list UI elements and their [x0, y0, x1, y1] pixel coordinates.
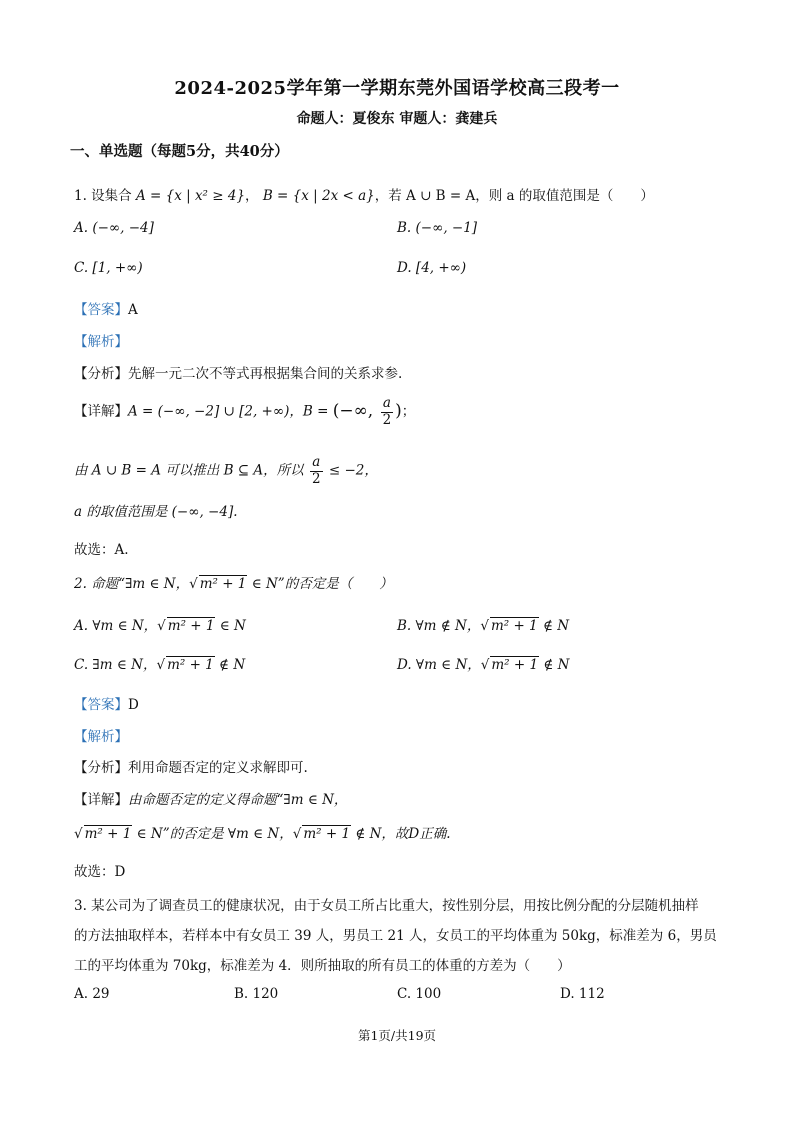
question-3-line-2: 的方法抽取样本，若样本中有女员工 39 人，男员工 21 人，女员工的平均体重为 50kg，标准差为 6，男员	[74, 928, 717, 944]
sqrt-icon: √	[480, 618, 489, 634]
xiangjie-tag: 【详解】	[74, 792, 128, 808]
page-number: 第1页/共19页	[357, 1028, 437, 1043]
sqrt-icon: √	[156, 657, 166, 673]
q1-jiexi-tag: 【解析】	[74, 334, 128, 350]
q1-prefix: 1. 设集合	[74, 188, 132, 204]
q3-option-b: B. 120	[234, 986, 279, 1002]
q2-option-c: C. ∃m ∈ N，√ m² + 1 ∉ N	[74, 657, 246, 673]
q2-option-a: A. ∀m ∈ N，√ m² + 1 ∈ N	[74, 618, 246, 634]
q2-xiangjie-text: 由命题否定的定义得命题“∃m ∈ N，	[128, 792, 348, 808]
q1-option-b: B. (−∞, −1]	[397, 220, 478, 236]
q1-option-a: A. (−∞, −4]	[74, 220, 154, 236]
fraction-a-over-2-b: $\frac{a}{2}$	[311, 454, 321, 487]
question-3-line-1: 3. 某公司为了调查员工的健康状况，由于女员工所占比重大，按性别分层，用按比例分配的分层随机抽样	[74, 898, 699, 914]
fenxi-tag: 【分析】	[74, 366, 128, 382]
q2-fenxi-line	[74, 756, 308, 776]
q3-option-c: C. 100	[397, 986, 442, 1002]
q2-prompt-sqrt: m² + 1	[199, 576, 247, 592]
q2-xiangjie-line-2: √ m² + 1 ∈ N”的否定是 ∀m ∈ N，√ m² + 1 ∉ N，故D正确.	[74, 826, 451, 842]
sqrt-icon: √	[157, 618, 166, 634]
answer-tag: 【答案】	[74, 697, 128, 713]
q1-fenxi: 先解一元二次不等式再根据集合间的关系求参.	[128, 366, 403, 382]
answer-tag: 【答案】	[74, 302, 128, 318]
q1-answer: A	[128, 302, 138, 318]
q1-option-c: C. [1, +∞)	[74, 260, 143, 276]
q1-condition: ，若 A ∪ B = A，则 a 的取值范围是（ ）	[374, 188, 654, 204]
q1-answer-line	[74, 298, 138, 318]
fraction-a-over-2: $\frac{a}{2}$	[382, 395, 392, 428]
q1-range-line: a 的取值范围是 (−∞, −4].	[74, 504, 238, 520]
q1-option-d: D. [4, +∞)	[397, 260, 467, 276]
q2-answer-line	[74, 693, 139, 713]
xiangjie-tag: 【详解】	[74, 403, 128, 420]
q1-fenxi-line	[74, 362, 402, 382]
q2-option-b: B. ∀m ∉ N，√ m² + 1 ∉ N	[397, 618, 570, 634]
q1-set-b: B = {x | 2x < a}	[262, 188, 375, 204]
sqrt-icon: √	[292, 826, 302, 842]
q1-sep: ，	[245, 188, 259, 204]
q2-prompt-post: ∈ N”的否定是（ ）	[247, 576, 393, 592]
q1-xiangjie-line	[74, 396, 415, 428]
fenxi-tag: 【分析】	[74, 760, 128, 776]
q1-semicolon: ；	[401, 403, 416, 420]
q1-choose: 故选：A.	[74, 542, 129, 558]
q1-set-a: A = {x | x² ≥ 4}	[135, 188, 246, 204]
sqrt-icon: √	[480, 657, 490, 673]
question-2-stem	[74, 572, 393, 592]
q1-derivation-text: 由 A ∪ B = A 可以推出 B ⊆ A，所以	[74, 462, 304, 479]
q2-prompt-pre: 2. 命题“∃m ∈ N，	[74, 576, 190, 592]
section-heading: 一、单选题（每题5分，共40分）	[70, 143, 289, 160]
q2-xiangjie-line	[74, 788, 347, 808]
q2-option-d: D. ∀m ∈ N，√ m² + 1 ∉ N	[397, 657, 570, 673]
q2-answer: D	[128, 697, 139, 713]
q3-option-d: D. 112	[560, 986, 605, 1002]
question-1-stem	[74, 184, 654, 204]
exam-authors: 命题人：夏俊东 审题人：龚建兵	[296, 111, 498, 127]
q2-fenxi: 利用命题否定的定义求解即可.	[128, 760, 308, 776]
q1-derivation-line	[74, 455, 378, 487]
q1-b-interval: (−∞, $\frac{a}{2}$ )	[332, 395, 402, 428]
q2-choose: 故选：D	[74, 864, 126, 880]
page-title: 2024-2025学年第一学期东莞外国语学校高三段考一	[174, 78, 620, 99]
sqrt-icon: √	[74, 826, 83, 842]
q3-option-a: A. 29	[74, 986, 110, 1002]
q1-xiangjie-text: A = (−∞, −2] ∪ [2, +∞)，B =	[128, 403, 329, 420]
q1-derivation-tail: ≤ −2，	[324, 462, 378, 479]
question-3-line-3: 工的平均体重为 70kg，标准差为 4．则所抽取的所有员工的体重的方差为（ ）	[74, 958, 571, 974]
q2-jiexi-tag: 【解析】	[74, 729, 128, 745]
sqrt-icon: √	[189, 576, 198, 592]
